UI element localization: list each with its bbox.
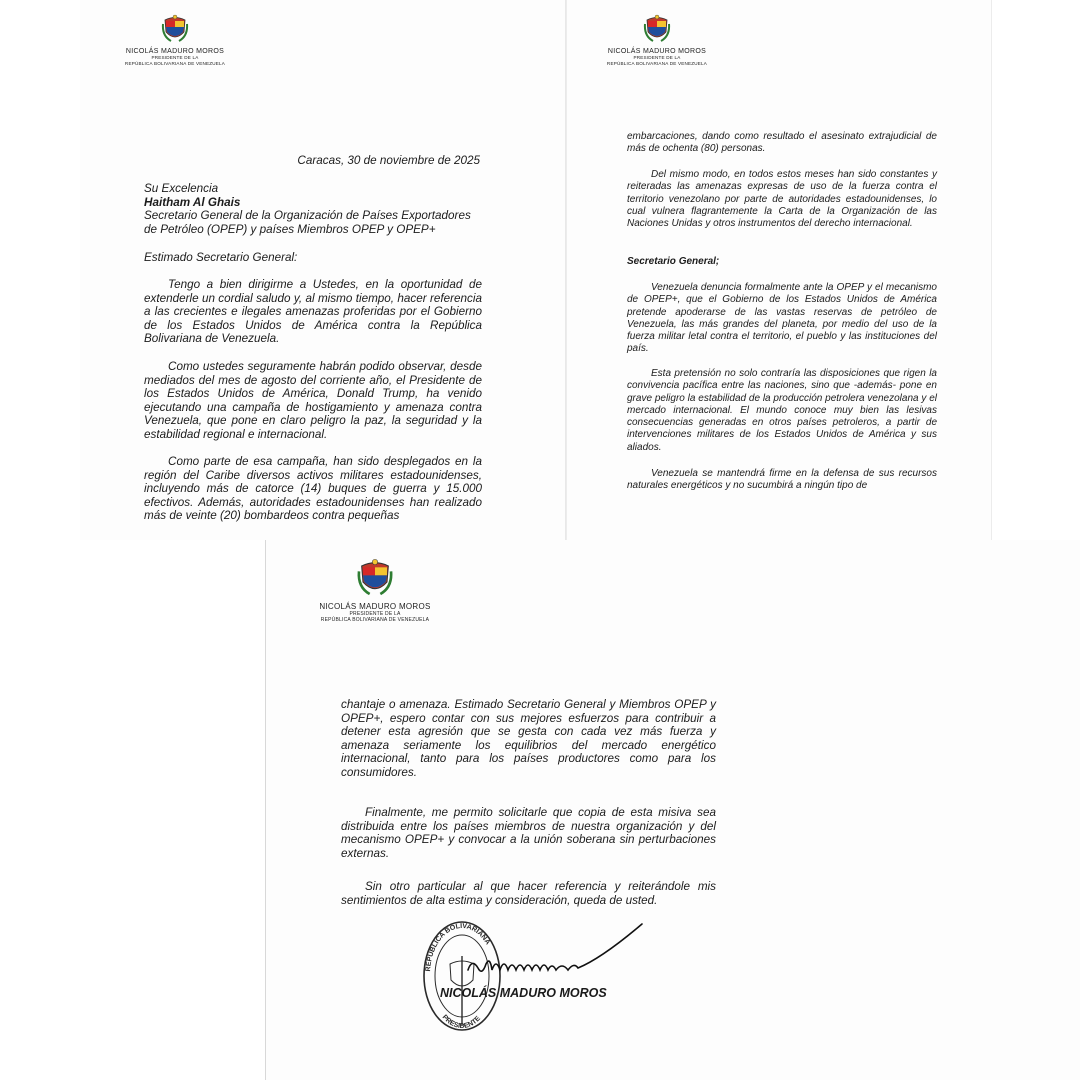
letterhead-title-line2: REPÚBLICA BOLIVARIANA DE VENEZUELA	[320, 617, 430, 623]
svg-text:REPÚBLICA BOLIVARIANA: REPÚBLICA BOLIVARIANA	[425, 922, 492, 972]
letterhead-title-line1: PRESIDENTE DE LA	[349, 611, 401, 617]
signer-name: NICOLÁS MADURO MOROS	[440, 986, 607, 1000]
letterhead-title-line2: REPÚBLICA BOLIVARIANA DE VENEZUELA	[124, 61, 226, 66]
letterhead-name: NICOLÁS MADURO MOROS	[607, 48, 707, 55]
recipient-title: Secretario General de la Organización de Países Exportadores de Petróleo (OPEP) y países Miembros OPEP y OPEP+	[144, 209, 471, 236]
paragraph-firmeza: Venezuela se mantendrá firme en la defensa de sus recursos naturales energéticos y no sucumbirá a ningún tipo de	[627, 468, 937, 492]
section-heading: Secretario General;	[627, 256, 720, 267]
letterhead	[110, 14, 240, 67]
letter-page-2	[566, 0, 992, 540]
paragraph-continuation: embarcaciones, dando como resultado el asesinato extrajudicial de más de ochenta (80) personas.	[627, 131, 937, 155]
paragraph-intro: Tengo a bien dirigirme a Ustedes, en la oportunidad de extenderle un cordial saludo y, al mismo tiempo, hacer referencia a las crecientes e ilegales amenazas proferidas por el Gobierno de los Estados Unidos de América contra la República Bolivariana de Venezuela.	[144, 278, 482, 346]
letterhead-title-line1: PRESIDENTE DE LA	[633, 55, 681, 60]
svg-text:PRESIDENTE: PRESIDENTE	[440, 1013, 482, 1031]
paragraph-chantaje: chantaje o amenaza. Estimado Secretario General y Miembros OPEP y OPEP+, espero contar con sus mejores esfuerzos para contribuir a detener esta agresión que se gesta con cada vez más fuerza y amenaza seriamente los equilibrios del mercado energético internacional, tanto para los países productores como para los consumidores.	[341, 698, 716, 779]
letter-greeting: Estimado Secretario General:	[144, 251, 298, 264]
paragraph-denuncia: Venezuela denuncia formalmente ante la OPEP y el mecanismo de OPEP+, que el Gobierno de los Estados Unidos de América pretende apoderarse de las vastas reservas de petróleo de Venezuela, las más grandes del planeta, por medio del uso de la fuerza militar letal contra el territorio, el pueblo y las instituciones del país.	[627, 282, 937, 355]
recipient-block	[144, 182, 482, 236]
letter-closing: Sin otro particular al que hacer referencia y reiterándole mis sentimientos de alta estima y consideración, queda de usted.	[341, 880, 716, 907]
letter-page-3	[265, 540, 1080, 1080]
letter-date: Caracas, 30 de noviembre de 2025	[297, 154, 480, 167]
paragraph-campaign: Como ustedes seguramente habrán podido observar, desde mediados del mes de agosto del corriente año, el Presidente de los Estados Unidos de América, Donald Trump, ha venido ejecutando una campaña de hostigamiento y amenaza contra Venezuela, que pone en claro peligro la paz, la seguridad y la estabilidad regional e internacional.	[144, 360, 482, 441]
letterhead-title-line2: REPÚBLICA BOLIVARIANA DE VENEZUELA	[606, 61, 708, 66]
letterhead-name: NICOLÁS MADURO MOROS	[125, 48, 225, 55]
paragraph-threats: Del mismo modo, en todos estos meses han sido constantes y reiteradas las amenazas expresas de uso de la fuerza contra el territorio venezolano por parte de autoridades estadounidenses, lo cual vulnera flagrantemente la Carta de la Organización de las Naciones Unidas y otros instrumentos del derecho internacional.	[627, 169, 937, 230]
handwritten-signature-icon	[462, 918, 652, 988]
letterhead-title-line1: PRESIDENTE DE LA	[151, 55, 199, 60]
paragraph-pretension: Esta pretensión no solo contraría las disposiciones que rigen la convivencia pacífica entre las naciones, sino que -además- pone en grave peligro la estabilidad de la producción petrolera venezolana y el mercado internacional. El mundo conoce muy bien las lesivas consecuencias generadas en otros países petroleros, a partir de intervenciones militares de los Estados Unidos de América y sus aliados.	[627, 368, 937, 453]
recipient-salutation: Su Excelencia	[144, 182, 219, 195]
letterhead-name: NICOLÁS MADURO MOROS	[319, 602, 431, 611]
recipient-name: Haitham Al Ghais	[144, 195, 241, 209]
venezuela-coat-of-arms-icon	[643, 14, 671, 44]
venezuela-coat-of-arms-icon	[161, 14, 189, 44]
paragraph-finalmente: Finalmente, me permito solicitarle que copia de esta misiva sea distribuida entre los países miembros de nuestra organización y del mecanismo OPEP+ y convocar a la unión soberana sin perturbaciones externas.	[341, 806, 716, 860]
letterhead	[587, 14, 727, 67]
paragraph-military: Como parte de esa campaña, han sido desplegados en la región del Caribe diversos activos militares estadounidenses, incluyendo más de catorce (14) buques de guerra y 15.000 efectivos. Además, autoridades estadounidenses han realizado más de veinte (20) bombardeos contra pequeñas	[144, 455, 482, 523]
venezuela-coat-of-arms-icon	[356, 558, 394, 598]
letterhead	[310, 558, 440, 623]
letter-page-1	[80, 0, 566, 540]
